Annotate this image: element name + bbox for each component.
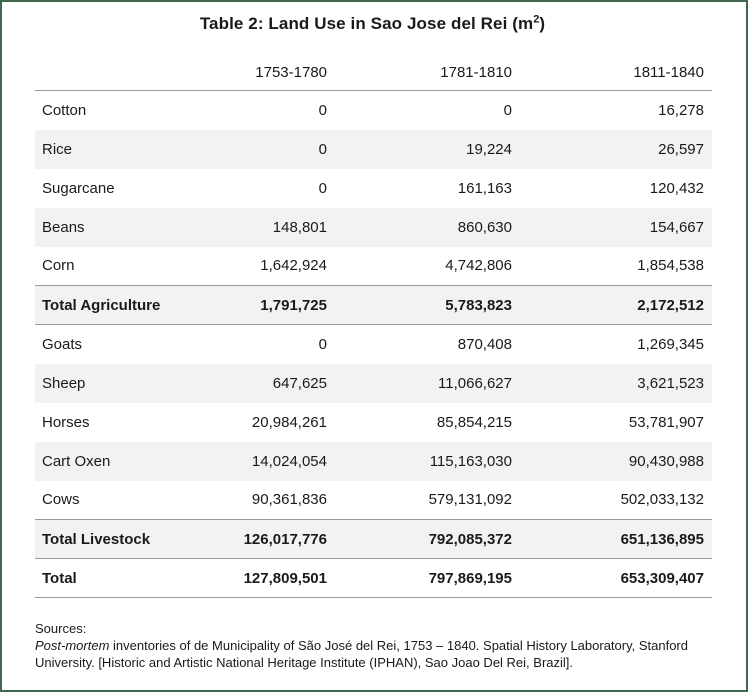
table-title-suffix: ) <box>539 14 546 33</box>
column-header-period-2: 1781-1810 <box>327 44 512 91</box>
row-value: 154,667 <box>512 208 712 247</box>
table-row-cotton <box>35 91 712 130</box>
row-value: 1,642,924 <box>260 257 327 275</box>
land-use-table <box>35 44 712 598</box>
row-label: Cotton <box>42 101 87 119</box>
table-row-goats <box>35 325 712 364</box>
row-value: 5,783,823 <box>327 286 512 325</box>
table-row-total-agriculture <box>35 286 712 325</box>
row-value: 19,224 <box>327 130 512 169</box>
row-value: 651,136,895 <box>512 520 712 559</box>
row-value: 653,309,407 <box>512 559 712 598</box>
row-value: 0 <box>318 101 327 119</box>
row-value: 797,869,195 <box>327 559 512 598</box>
row-value: 870,408 <box>457 335 512 353</box>
row-value: 115,163,030 <box>327 442 512 481</box>
table-row-cart-oxen <box>35 442 712 481</box>
row-value: 860,630 <box>327 208 512 247</box>
row-value: 11,066,627 <box>327 364 512 403</box>
table-card <box>2 14 746 671</box>
row-value: 0 <box>318 335 327 353</box>
header-row <box>35 44 712 91</box>
title-superscript: 2 <box>533 13 540 26</box>
table-row-beans <box>35 208 712 247</box>
row-value: 14,024,054 <box>200 442 327 481</box>
column-header-period-1: 1753-1780 <box>200 44 327 91</box>
table-row-rice <box>35 130 712 169</box>
table-row-sugarcane <box>35 169 712 208</box>
row-value: 2,172,512 <box>512 286 712 325</box>
row-value: 1,269,345 <box>637 335 704 353</box>
row-value: 1,854,538 <box>637 257 704 275</box>
table-title-text: Table 2: Land Use in Sao Jose del Rei (m <box>199 14 534 33</box>
row-value: 0 <box>200 130 327 169</box>
table-row-sheep <box>35 364 712 403</box>
row-value: 20,984,261 <box>251 413 327 431</box>
row-value: 3,621,523 <box>512 364 712 403</box>
row-label: Corn <box>42 257 75 275</box>
row-value: 4,742,806 <box>445 257 512 275</box>
row-value: 16,278 <box>658 101 704 119</box>
row-label: Total Agriculture <box>35 286 200 325</box>
row-label: Cart Oxen <box>35 442 200 481</box>
table-row-grand-total <box>35 559 712 598</box>
row-label: Sheep <box>35 364 200 403</box>
row-value: 792,085,372 <box>327 520 512 559</box>
table-row-total-livestock <box>35 520 712 559</box>
row-value: 647,625 <box>200 364 327 403</box>
row-label: Goats <box>42 335 83 353</box>
row-label: Cows <box>42 491 80 509</box>
table-title <box>35 14 710 34</box>
row-label: Total Livestock <box>35 520 200 559</box>
row-label: Rice <box>35 130 200 169</box>
row-value: 1,791,725 <box>200 286 327 325</box>
sources-heading: Sources: <box>35 621 87 636</box>
sources-text <box>35 638 688 670</box>
row-value: 26,597 <box>512 130 712 169</box>
row-value: 85,854,215 <box>436 413 512 431</box>
row-label: Sugarcane <box>42 179 115 197</box>
row-value: 90,430,988 <box>512 442 712 481</box>
row-value: 0 <box>318 179 327 197</box>
table-row-horses <box>35 403 712 442</box>
row-label: Beans <box>35 208 200 247</box>
header-empty-cell <box>35 44 200 91</box>
row-value: 502,033,132 <box>620 491 704 509</box>
row-value: 161,163 <box>457 179 512 197</box>
sources-block <box>35 620 725 671</box>
row-label: Horses <box>42 413 90 431</box>
column-header-period-3: 1811-1840 <box>512 44 712 91</box>
row-value: 0 <box>503 101 512 119</box>
table-row-corn <box>35 247 712 286</box>
row-value: 53,781,907 <box>628 413 704 431</box>
row-value: 579,131,092 <box>428 491 512 509</box>
row-value: 90,361,836 <box>251 491 327 509</box>
sources-italic-lead: Post-mortem <box>35 638 110 654</box>
sources-body: inventories of de Municipality of São José del Rei, 1753 – 1840. Spatial History Laboratory, Stanford University. [Historic and Artistic National Heritage Institute (IPHAN), Sao Joao Del Rei, Brazil]. <box>35 638 688 671</box>
row-label: Total <box>35 559 200 598</box>
row-value: 148,801 <box>200 208 327 247</box>
table-row-cows <box>35 481 712 520</box>
row-value: 120,432 <box>649 179 704 197</box>
row-value: 126,017,776 <box>200 520 327 559</box>
row-value: 127,809,501 <box>200 559 327 598</box>
